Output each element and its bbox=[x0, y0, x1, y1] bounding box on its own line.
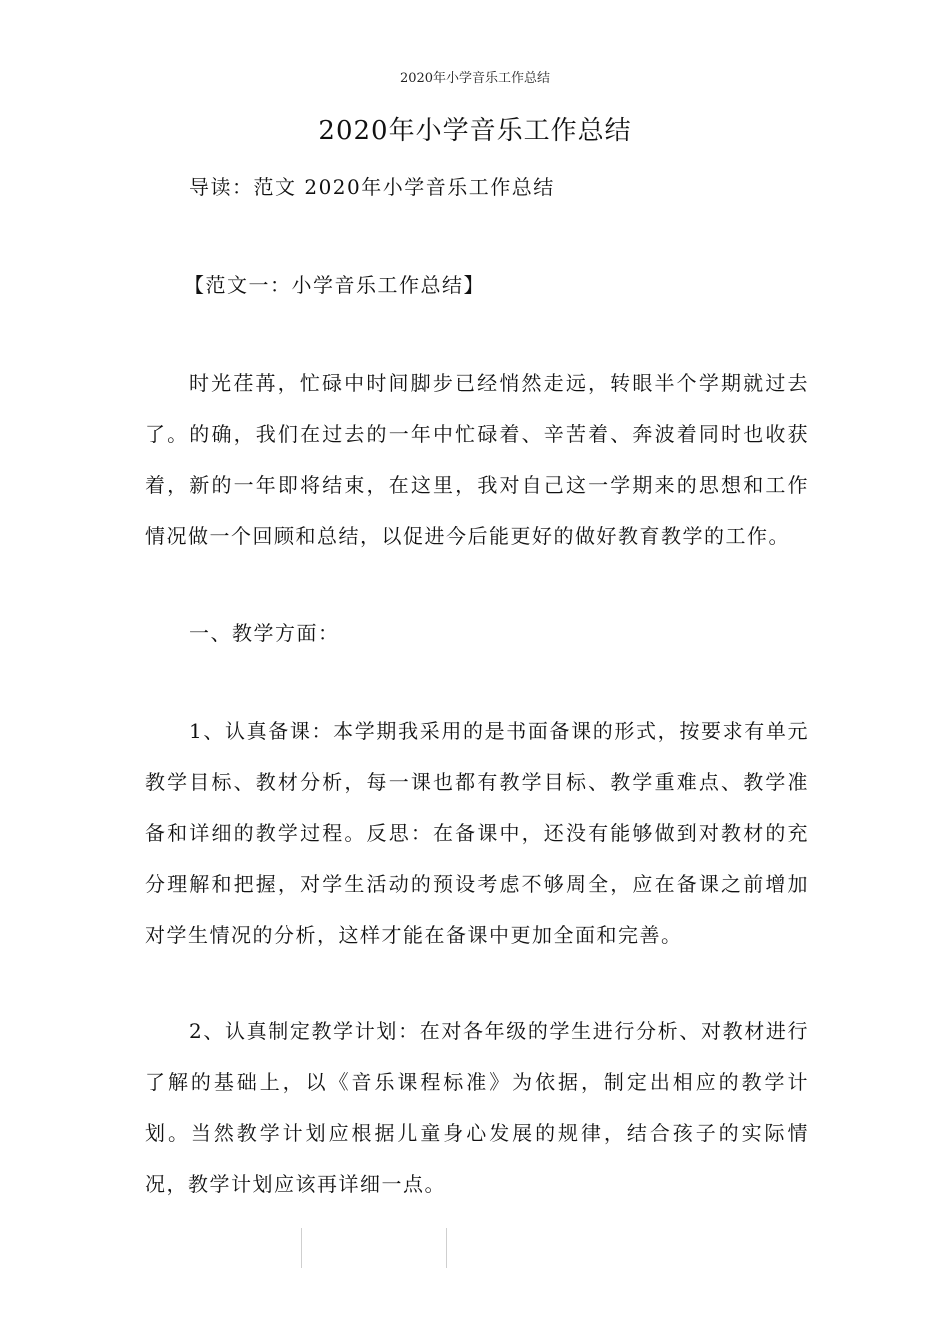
page-footer-box bbox=[301, 1228, 447, 1268]
document-title: 2020年小学音乐工作总结 bbox=[318, 116, 632, 146]
paragraph-2: 1、认真备课：本学期我采用的是书面备课的形式，按要求有单元教学目标、教材分析，每一课也都有教学目标、教学重难点、教学准备和详细的教学过程。反思：在备课中，还没有能够做到对教材的充分理解和把握，对学生活动的预设考虑不够周全，应在备课之前增加对学生情况的分析，这样才能在备课中更加全面和完善。 bbox=[145, 719, 809, 947]
paragraph-1: 时光荏苒，忙碌中时间脚步已经悄然走远，转眼半个学期就过去了。的确，我们在过去的一年中忙碌着、辛苦着、奔波着同时也收获着，新的一年即将结束，在这里，我对自己这一学期来的思想和工作情况做一个回顾和总结，以促进今后能更好的做好教育教学的工作。 bbox=[145, 371, 809, 548]
section-heading: 【范文一：小学音乐工作总结】 bbox=[184, 273, 485, 297]
running-header: 2020年小学音乐工作总结 bbox=[399, 71, 551, 86]
subheading-teaching: 一、教学方面： bbox=[189, 621, 340, 645]
intro-line: 导读：范文 2020年小学音乐工作总结 bbox=[189, 175, 555, 199]
paragraph-3: 2、认真制定教学计划：在对各年级的学生进行分析、对教材进行了解的基础上，以《音乐课程标准》为依据，制定出相应的教学计划。当然教学计划应根据儿童身心发展的规律，结合孩子的实际情况，教学计划应该再详细一点。 bbox=[145, 1019, 809, 1196]
